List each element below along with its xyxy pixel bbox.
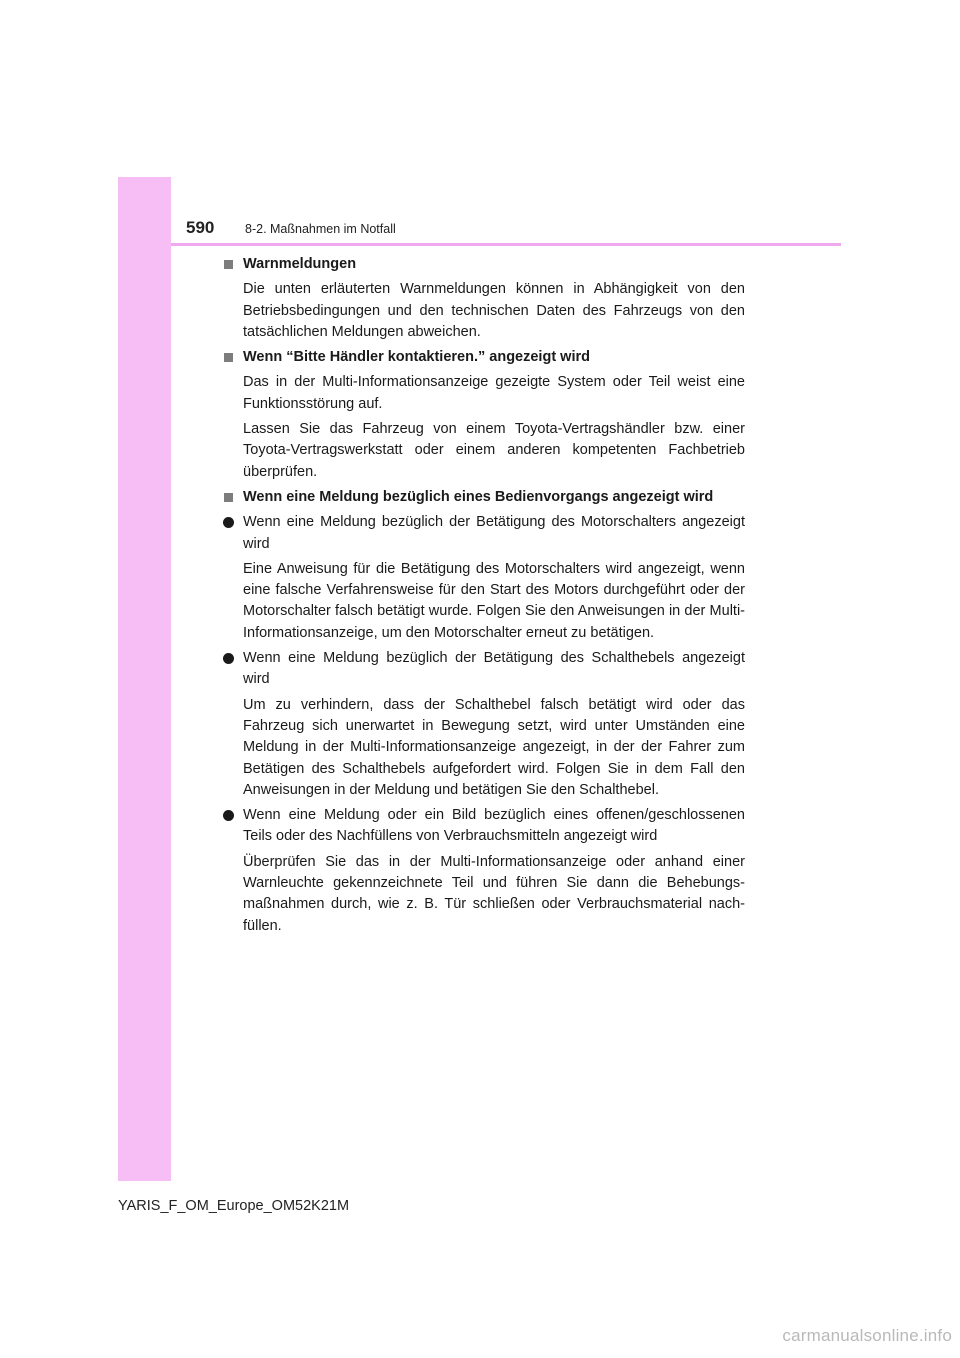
paragraph: Um zu verhindern, dass der Schalthebel falsch betätigt wird oder das Fahrzeug sich unerwartet in Bewegung setzt, wird unter Umständen eine Meldung in der Multi-Informationsanzeige angezeigt, in der der Fahrer zum Betätigen des Schalthebels aufgefordert wird. Folgen Sie in dem Fall den Anweisungen in der Meldung und betätigen Sie den Schalthebel. xyxy=(243,696,745,798)
bullet-item-shift-lever xyxy=(222,648,745,691)
square-bullet-icon xyxy=(224,493,233,502)
sidebar-band xyxy=(118,177,171,1181)
bullet-item-motor-switch xyxy=(222,512,745,555)
round-bullet-icon xyxy=(223,810,234,821)
paragraph: Das in der Multi-Informationsanzeige gezeigte System oder Teil weist eine Funktionsstörung auf. xyxy=(243,374,745,412)
paragraph: Die unten erläuterten Warnmeldungen können in Abhängigkeit von den Betriebsbedingungen und den technischen Daten des Fahrzeugs von den tatsächlichen Meldungen abweichen. xyxy=(243,281,745,340)
heading-warnmeldungen xyxy=(222,254,745,275)
round-bullet-icon xyxy=(223,517,234,528)
bullet-text: Wenn eine Meldung oder ein Bild bezüglich eines offenen/geschlossenen Teils oder des Nachfüllens von Verbrauchsmitteln angezeigt wird xyxy=(243,807,745,845)
bullet-item-open-closed-part xyxy=(222,805,745,848)
bullet-text: Wenn eine Meldung bezüglich der Betätigung des Motorschalters angezeigt wird xyxy=(243,514,745,552)
heading-text: Wenn eine Meldung bezüglich eines Bedienvorgangs angezeigt wird xyxy=(243,488,714,505)
heading-text: Warnmeldungen xyxy=(243,256,357,272)
watermark: carmanualsonline.info xyxy=(782,1326,952,1345)
bullet-text: Wenn eine Meldung bezüglich der Betätigung des Schalthebels angezeigt wird xyxy=(243,650,745,688)
round-bullet-icon xyxy=(223,653,234,664)
heading-dealer xyxy=(222,347,745,368)
page-number: 590 xyxy=(186,218,215,237)
header-rule xyxy=(171,243,841,246)
section-title: 8-2. Maßnahmen im Notfall xyxy=(245,222,396,236)
heading-text: Wenn “Bitte Händler kontaktieren.” angezeigt wird xyxy=(243,349,590,366)
square-bullet-icon xyxy=(224,353,233,362)
paragraph: Lassen Sie das Fahrzeug von einem Toyota-Vertragshändler bzw. einer Toyota-Vertragswerkstatt oder einem anderen kompetenten Fachbetrieb überprüfen. xyxy=(243,421,745,480)
square-bullet-icon xyxy=(224,260,233,269)
paragraph: Überprüfen Sie das in der Multi-Informationsanzeige oder anhand einer Warnleuchte gekennzeichnete Teil und führen Sie dann die Behebungsmaßnahmen durch, wie z. B. Tür schließen oder Verbrauchsmaterial nachfüllen. xyxy=(243,853,745,934)
footer-doc-code: YARIS_F_OM_Europe_OM52K21M xyxy=(118,1198,350,1214)
heading-operation xyxy=(222,487,745,508)
page-content xyxy=(222,254,745,937)
paragraph: Eine Anweisung für die Betätigung des Motorschalters wird angezeigt, wenn eine falsche Verfahrensweise für den Start des Motors durchgeführt oder der Motorschalter falsch betätigt wurde. Folgen Sie den Anweisungen in der Multi-Informationsanzeige, um den Motorschalter erneut zu betätigen. xyxy=(243,560,745,641)
